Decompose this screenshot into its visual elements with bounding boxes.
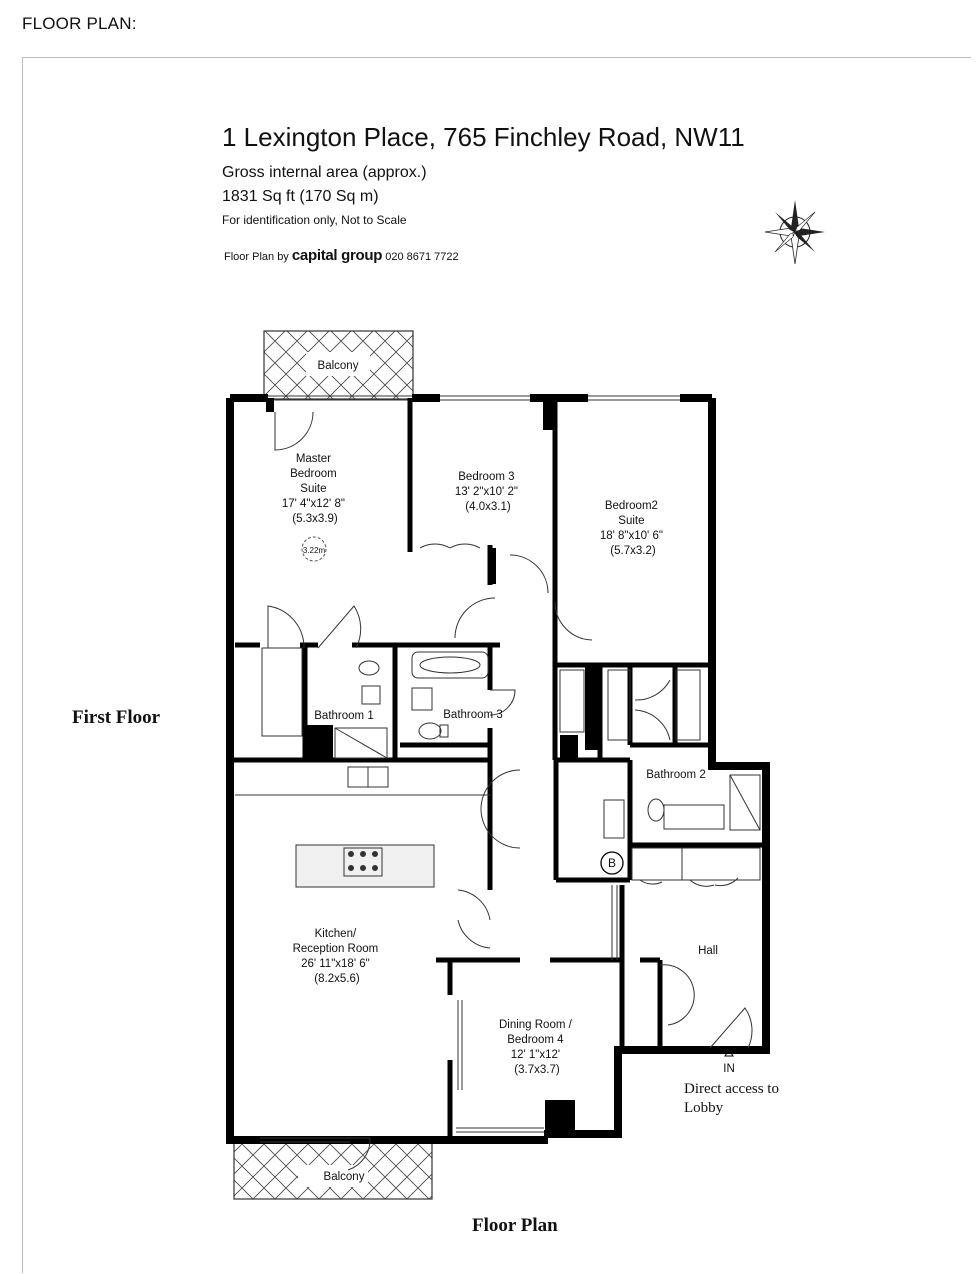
compass-north-icon xyxy=(765,200,825,264)
area-label: Gross internal area (approx.) xyxy=(222,164,427,181)
entrance-note: Direct access to Lobby xyxy=(684,1081,779,1116)
floor-label: First Floor xyxy=(72,707,161,728)
disclaimer: For identification only, Not to Scale xyxy=(222,213,407,227)
room-label-bedroom-3 xyxy=(455,471,521,513)
brand-logo: capital group xyxy=(291,247,383,264)
room-label-master-bedroom xyxy=(282,453,348,525)
credit-prefix: Floor Plan by xyxy=(224,251,289,263)
boiler-marker: B xyxy=(607,856,617,870)
plan-label: Floor Plan xyxy=(472,1215,558,1236)
room-label-bedroom-2 xyxy=(600,500,666,557)
page-header: FLOOR PLAN: xyxy=(22,14,137,33)
ceiling-height: 3.22m xyxy=(302,546,326,555)
area-value: 1831 Sq ft (170 Sq m) xyxy=(222,188,379,205)
room-label-balcony-bottom: Balcony xyxy=(323,1171,365,1183)
room-label-hall: Hall xyxy=(698,945,718,957)
svg-text:Bedroom2 Suite 18': Bedroom2 Suite 18' 8"x10' 6" (5.7x3.2) xyxy=(599,500,663,557)
svg-text:N: N xyxy=(792,229,798,238)
credit-phone: 020 8671 7722 xyxy=(385,251,459,263)
room-label-balcony-top xyxy=(318,360,359,372)
room-label-kitchen xyxy=(293,928,382,985)
svg-text:Balcony: Balcony xyxy=(317,360,359,372)
svg-text:Master Bedroom Sui: Master Bedroom Suite 17' 4"x12' 8" (5.3x3.9) xyxy=(281,453,345,525)
entrance-marker: IN xyxy=(723,1063,735,1075)
svg-text:Kitchen/ Reception Room: Kitchen/ Reception Room 26' 11"x18' 6" (8.2x5.6) xyxy=(292,928,379,985)
room-label-bathroom-2: Bathroom 2 xyxy=(646,769,706,781)
room-label-bathroom-3: Bathroom 3 xyxy=(443,709,503,721)
svg-text:Dining Room / Bedroom 4: Dining Room / Bedroom 4 12' 1"x12' (3.7x3.7) xyxy=(498,1019,572,1076)
room-label-dining-room xyxy=(499,1019,575,1076)
property-title: 1 Lexington Place, 765 Finchley Road, NW11 xyxy=(222,122,745,152)
svg-text:Bedroom 3 13' 2"x10' 2": Bedroom 3 13' 2"x10' 2" (4.0x3.1) xyxy=(454,471,518,513)
room-label-bathroom-1: Bathroom 1 xyxy=(314,710,374,722)
